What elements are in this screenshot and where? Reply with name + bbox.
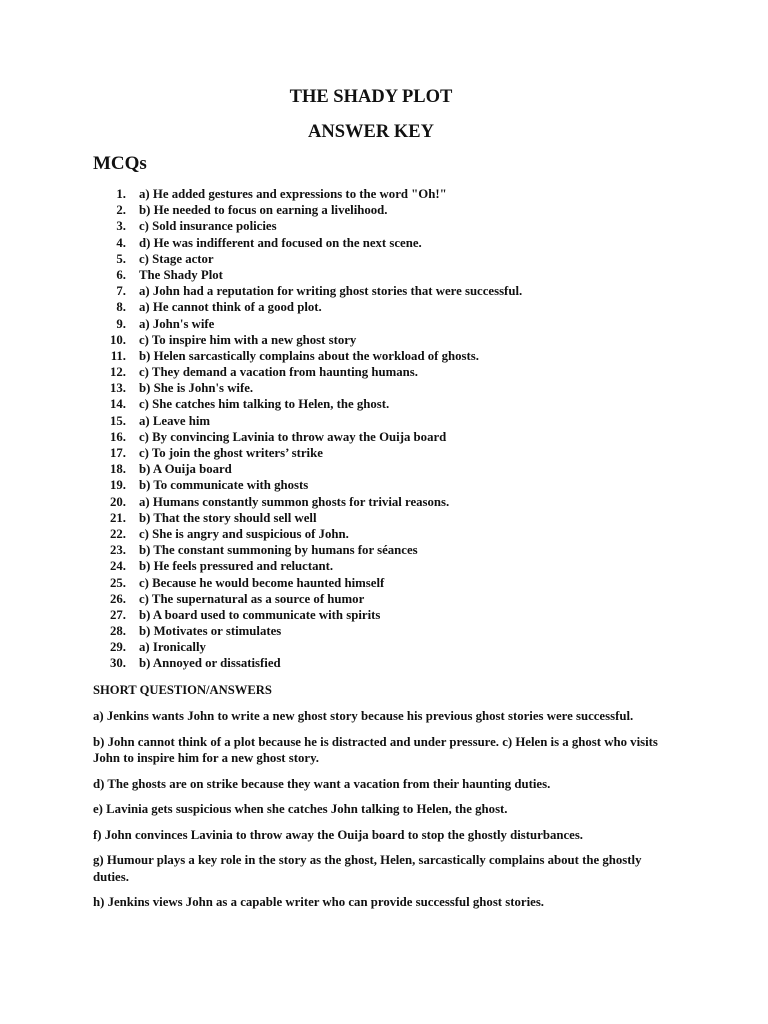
mcq-answer-text: b) She is John's wife. [139, 381, 254, 396]
short-answer: h) Jenkins views John as a capable writer who can provide successful ghost stories. [93, 895, 544, 909]
mcq-number: 23. [110, 543, 126, 558]
mcq-answer-text: c) The supernatural as a source of humor [139, 591, 365, 606]
short-answers-heading: SHORT QUESTION/ANSWERS [93, 683, 272, 697]
mcq-number: 3. [116, 219, 126, 234]
mcq-answer-text: c) To join the ghost writers’ strike [139, 446, 323, 460]
mcq-answer-text: c) Because he would become haunted himself [139, 575, 385, 590]
mcq-answer-text: c) To inspire him with a new ghost story [139, 332, 357, 347]
mcq-number: 8. [116, 300, 126, 315]
mcq-answer-text: b) He needed to focus on earning a livelihood. [139, 203, 388, 218]
mcq-answer-text: b) The constant summoning by humans for séances [139, 543, 418, 558]
mcq-answer-text: b) He feels pressured and reluctant. [139, 559, 334, 574]
short-answer: g) Humour plays a key role in the story as the ghost, Helen, sarcastically complains about the ghostly duties. [93, 853, 642, 884]
short-answers-list [93, 708, 665, 920]
short-answer: f) John convinces Lavinia to throw away the Ouija board to stop the ghostly disturbances. [93, 827, 583, 842]
mcq-number: 29. [110, 640, 126, 655]
mcq-number: 22. [110, 526, 126, 541]
mcq-answer-text: c) She catches him talking to Helen, the ghost. [139, 397, 390, 412]
mcq-number: 27. [110, 607, 126, 622]
mcq-number: 25. [110, 575, 126, 590]
mcq-answer-text: b) To communicate with ghosts [139, 478, 309, 493]
mcq-number: 21. [110, 510, 126, 525]
mcq-number: 9. [116, 316, 126, 331]
mcq-answer-text: b) A board used to communicate with spirits [139, 607, 381, 622]
mcq-answer-text: b) A Ouija board [139, 462, 232, 477]
mcq-number: 16. [110, 429, 126, 444]
mcq-number: 13. [110, 381, 126, 396]
mcq-number: 10. [110, 332, 126, 347]
mcq-number: 24. [110, 559, 126, 574]
mcq-answer-text: a) Leave him [139, 413, 211, 428]
short-answer: d) The ghosts are on strike because they want a vacation from their haunting duties. [93, 776, 551, 791]
short-answer: b) John cannot think of a plot because he is distracted and under pressure. c) Helen is a ghost who visits John to inspire him for a new ghost story. [93, 734, 658, 765]
mcq-answer-text: a) He cannot think of a good plot. [139, 300, 322, 315]
short-answer: a) Jenkins wants John to write a new ghost story because his previous ghost stories were successful. [93, 709, 634, 723]
mcq-answer-text: a) Ironically [139, 640, 206, 655]
mcq-number: 14. [110, 397, 126, 412]
mcq-number: 1. [116, 187, 126, 201]
mcq-answer-text: a) John had a reputation for writing ghost stories that were successful. [139, 284, 523, 299]
mcq-number: 12. [110, 365, 126, 380]
mcq-answer-text: a) He added gestures and expressions to the word "Oh!" [139, 187, 447, 201]
mcq-number: 4. [116, 235, 126, 250]
mcq-number: 6. [116, 267, 126, 282]
mcq-number: 19. [110, 478, 126, 493]
mcq-number: 11. [110, 348, 126, 363]
mcq-answer-text: b) Helen sarcastically complains about the workload of ghosts. [139, 348, 479, 363]
mcq-answer-text: d) He was indifferent and focused on the next scene. [139, 235, 422, 250]
mcq-answer-text: b) That the story should sell well [139, 510, 317, 525]
mcq-number: 2. [116, 203, 126, 218]
mcq-number: 17. [110, 446, 126, 460]
mcq-number: 15. [110, 413, 126, 428]
mcq-number: 20. [110, 494, 126, 509]
mcq-answer-text: b) Annoyed or dissatisfied [139, 656, 281, 671]
mcq-answer-text: b) Motivates or stimulates [139, 624, 282, 639]
mcq-answer-text: a) Humans constantly summon ghosts for trivial reasons. [139, 494, 450, 509]
mcq-answer-text: c) Sold insurance policies [139, 219, 277, 234]
mcq-number: 26. [110, 591, 126, 606]
mcq-answer-text: c) They demand a vacation from haunting humans. [139, 365, 418, 380]
mcq-number: 18. [110, 462, 126, 477]
mcq-answer-text: c) She is angry and suspicious of John. [139, 526, 349, 541]
document-subtitle: ANSWER KEY [308, 122, 434, 142]
mcq-number: 5. [116, 251, 126, 266]
mcq-answer-text: c) Stage actor [139, 251, 214, 266]
mcq-number: 28. [110, 624, 126, 639]
mcq-answer-text: The Shady Plot [139, 267, 223, 282]
mcq-number: 30. [110, 656, 126, 671]
short-answer: e) Lavinia gets suspicious when she catches John talking to Helen, the ghost. [93, 802, 508, 816]
mcq-answer-text: c) By convincing Lavinia to throw away the Ouija board [139, 429, 447, 444]
mcq-answer-text: a) John's wife [139, 316, 215, 331]
mcq-number: 7. [116, 284, 126, 299]
document-title: THE SHADY PLOT [289, 87, 453, 107]
mcq-heading: MCQs [93, 153, 147, 174]
